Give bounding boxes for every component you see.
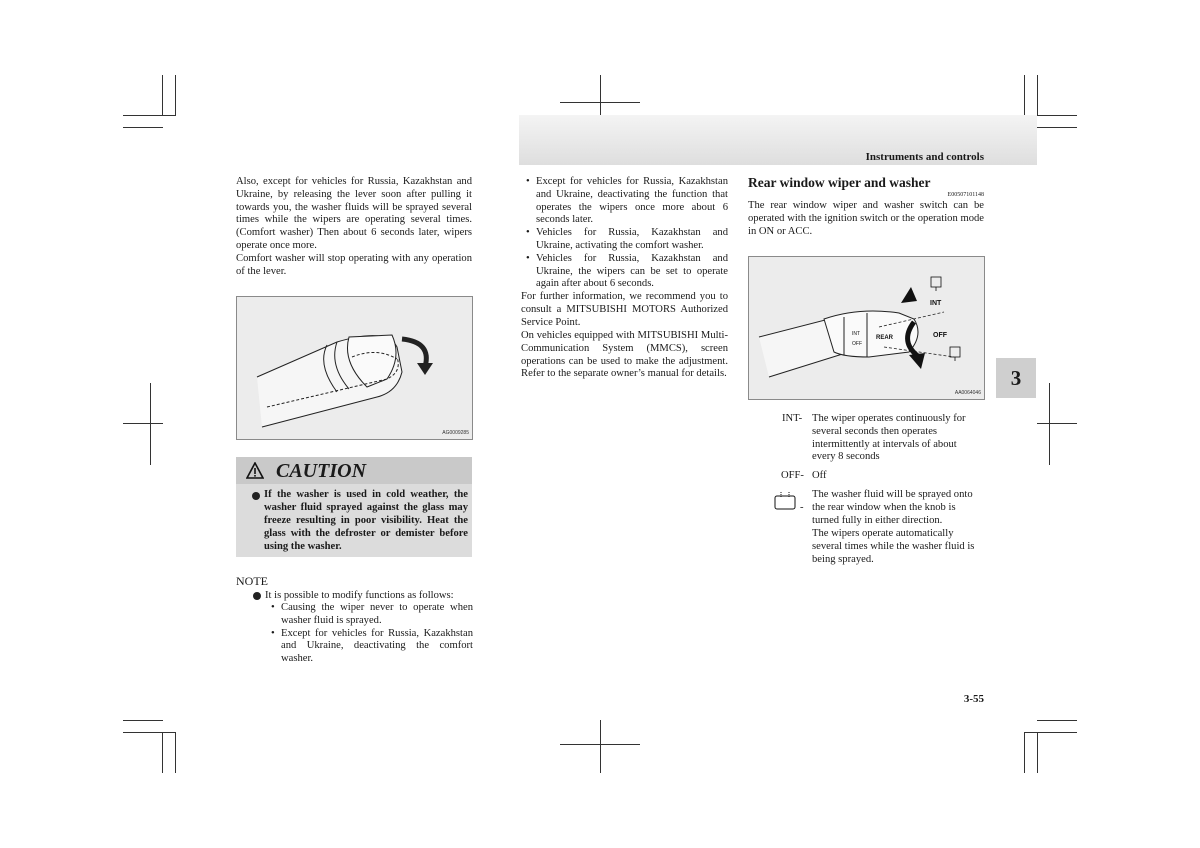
crop-mark [1024, 732, 1025, 773]
bullet-icon [252, 492, 260, 500]
chapter-number: 3 [1010, 366, 1022, 390]
crop-mark [1049, 383, 1050, 465]
knob-label-off: OFF [852, 341, 862, 347]
left-paragraph-1: Also, except for vehicles for Russia, Kazakhstan and Ukraine, by releasing the lever soon after pulling it towards you, the washer fluids will be sprayed several times while the wipers are operating several times. (Comfort washer) Then about 6 seconds later, wipers operate once more. [236, 176, 472, 251]
caution-box [236, 457, 472, 557]
note-title: NOTE [236, 574, 268, 588]
crop-mark [1037, 75, 1038, 116]
legend-text-washer: The washer fluid will be sprayed onto the rear window when the knob is turned fully in either direction. [812, 489, 973, 526]
chapter-tab [996, 358, 1036, 398]
right-paragraph: The rear window wiper and washer switch can be operated with the ignition switch or the operation mode in ON or ACC. [748, 200, 984, 237]
crop-mark [1037, 720, 1077, 721]
crop-mark [175, 75, 176, 116]
crop-mark [123, 720, 163, 721]
legend-text-off: Off [812, 470, 827, 481]
legend-key-int: INT- [782, 413, 803, 424]
crop-mark [560, 102, 640, 103]
legend-key-washer: - [800, 502, 804, 513]
legend-text-washer-2: The wipers operate automatically several times while the washer fluid is being sprayed. [812, 528, 975, 565]
middle-paragraph-2: On vehicles equipped with MITSUBISHI Multi-Communication System (MMCS), screen operations can be used to make the adjustment. Refer to the separate owner’s manual for details. [521, 330, 728, 380]
crop-mark [600, 720, 601, 773]
crop-mark [175, 732, 176, 773]
section-heading: Rear window wiper and washer [748, 175, 931, 190]
crop-mark [1037, 732, 1038, 773]
list-item: • Except for vehicles for Russia, Kazakhstan and Ukraine, deactivating the function that operates the wipers once more about 6 seconds later. [526, 176, 728, 227]
section-code: E00507101148 [947, 192, 984, 198]
crop-mark [150, 383, 151, 465]
left-paragraph-2: Comfort washer will stop operating with any operation of the lever. [236, 253, 472, 277]
legend-text-int: The wiper operates continuously for several seconds then operates intermittently at intervals of about every 8 seconds [812, 413, 966, 463]
figure-code: AA0064046 [954, 390, 981, 396]
washer-lever-figure [236, 296, 473, 440]
crop-mark [560, 744, 640, 745]
crop-mark [1024, 75, 1025, 116]
knob-label-rear: REAR [876, 335, 894, 341]
crop-mark [1024, 732, 1077, 733]
figure-code: AG0009285 [442, 430, 469, 436]
crop-mark [1037, 127, 1077, 128]
crop-mark [162, 732, 163, 773]
list-item: • Vehicles for Russia, Kazakhstan and Ukraine, the wipers can be set to operate again after about 6 seconds. [526, 253, 728, 291]
crop-mark [123, 732, 176, 733]
warning-triangle-icon [246, 462, 264, 479]
label-off: OFF [933, 332, 947, 339]
label-int: INT [930, 300, 942, 307]
crop-mark [123, 127, 163, 128]
caution-header [236, 457, 472, 484]
legend-key-off: OFF- [781, 470, 804, 481]
options-list [526, 176, 728, 291]
rear-wiper-switch-illustration [749, 257, 984, 399]
crop-mark [123, 423, 163, 424]
list-item: • Vehicles for Russia, Kazakhstan and Ukraine, activating the comfort washer. [526, 227, 728, 253]
crop-mark [123, 115, 176, 116]
middle-paragraph-1: For further information, we recommend you to consult a MITSUBISHI MOTORS Authorized Service Point. [521, 291, 728, 328]
rear-wiper-switch-figure [748, 256, 985, 400]
list-item: • Except for vehicles for Russia, Kazakhstan and Ukraine, deactivating the comfort washer. [271, 628, 473, 666]
caution-text: If the washer is used in cold weather, the washer fluid sprayed against the glass may freeze resulting in poor visibility. Heat the glass with the defroster or demister before using the washer. [264, 489, 468, 552]
crop-mark [1037, 423, 1077, 424]
bullet-icon [253, 592, 261, 600]
section-title: Instruments and controls [865, 151, 984, 163]
page-number: 3-55 [963, 693, 984, 705]
crop-mark [162, 75, 163, 116]
note-intro: It is possible to modify functions as follows: [265, 590, 454, 601]
caution-title: CAUTION [276, 460, 367, 482]
list-item: • Causing the wiper never to operate when washer fluid is sprayed. [271, 602, 473, 628]
note-list [271, 602, 473, 666]
washer-symbol-icon [774, 491, 796, 511]
knob-label-int: INT [852, 331, 861, 337]
washer-lever-illustration [237, 297, 472, 439]
